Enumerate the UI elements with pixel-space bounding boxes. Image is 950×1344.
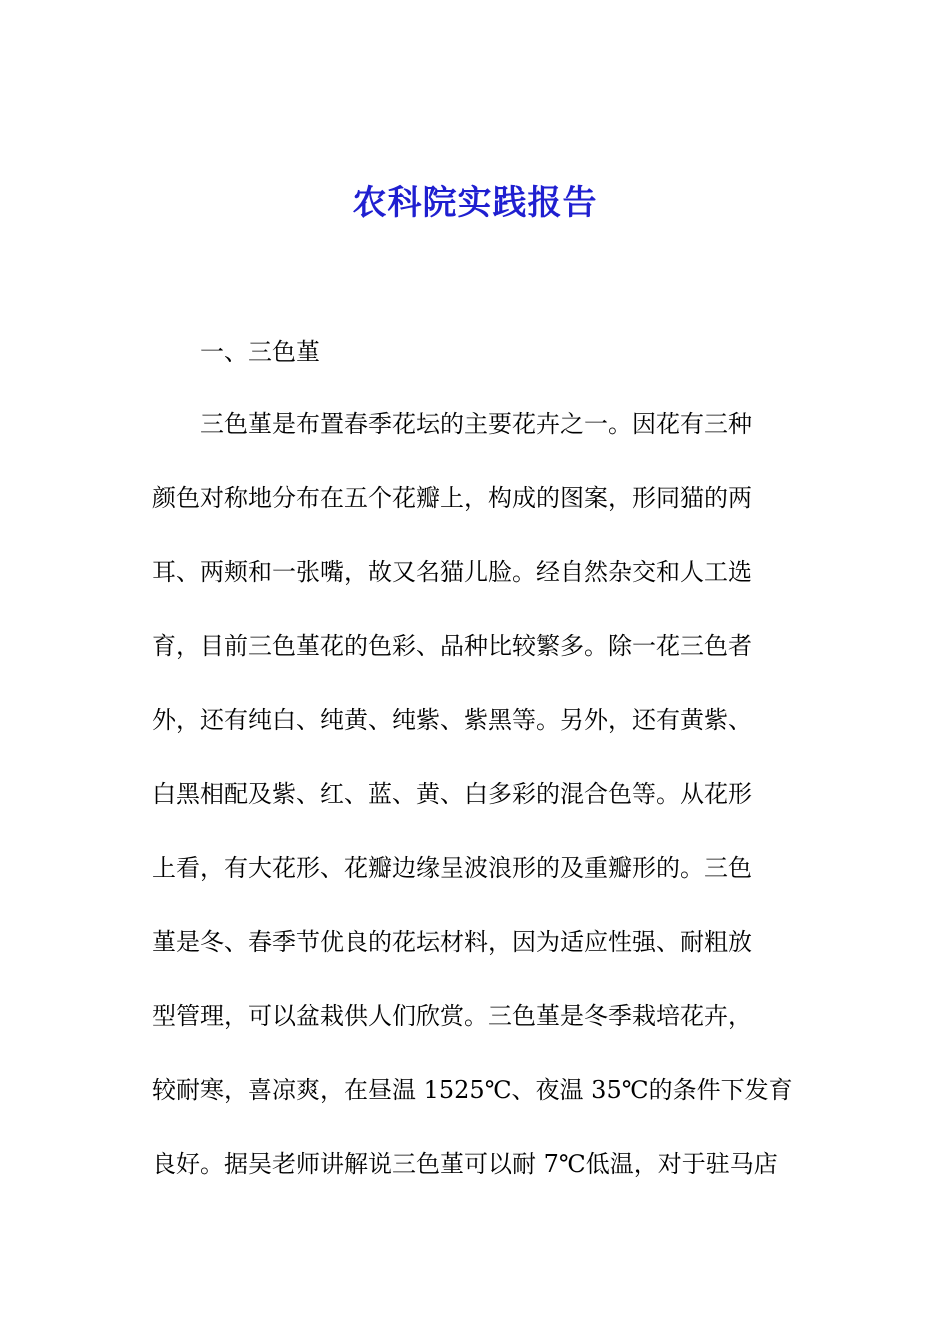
paragraph-line: 白黑相配及紫、红、蓝、黄、白多彩的混合色等。从花形 [152, 780, 752, 808]
document-title: 农科院实践报告 [352, 183, 598, 223]
paragraph-line: 堇是冬、春季节优良的花坛材料，因为适应性强、耐粗放 [152, 928, 752, 956]
paragraph-line: 育，目前三色堇花的色彩、品种比较繁多。除一花三色者 [152, 632, 752, 660]
section-heading: 一、三色堇 [200, 338, 320, 366]
paragraph-line: 三色堇是布置春季花坛的主要花卉之一。因花有三种 [200, 410, 752, 438]
paragraph-line: 上看，有大花形、花瓣边缘呈波浪形的及重瓣形的。三色 [152, 854, 752, 882]
paragraph-line: 良好。据吴老师讲解说三色堇可以耐 7℃低温，对于驻马店 [152, 1150, 778, 1178]
paragraph-line: 耳、两颊和一张嘴，故又名猫儿脸。经自然杂交和人工选 [152, 558, 752, 586]
paragraph-line: 较耐寒，喜凉爽，在昼温 1525℃、夜温 35℃的条件下发育 [152, 1076, 793, 1104]
paragraph-line: 外，还有纯白、纯黄、纯紫、紫黑等。另外，还有黄紫、 [152, 706, 752, 734]
paragraph [152, 406, 812, 1220]
paragraph-line: 型管理，可以盆栽供人们欣赏。三色堇是冬季栽培花卉， [152, 1002, 752, 1030]
paragraph-line: 颜色对称地分布在五个花瓣上，构成的图案，形同猫的两 [152, 484, 752, 512]
